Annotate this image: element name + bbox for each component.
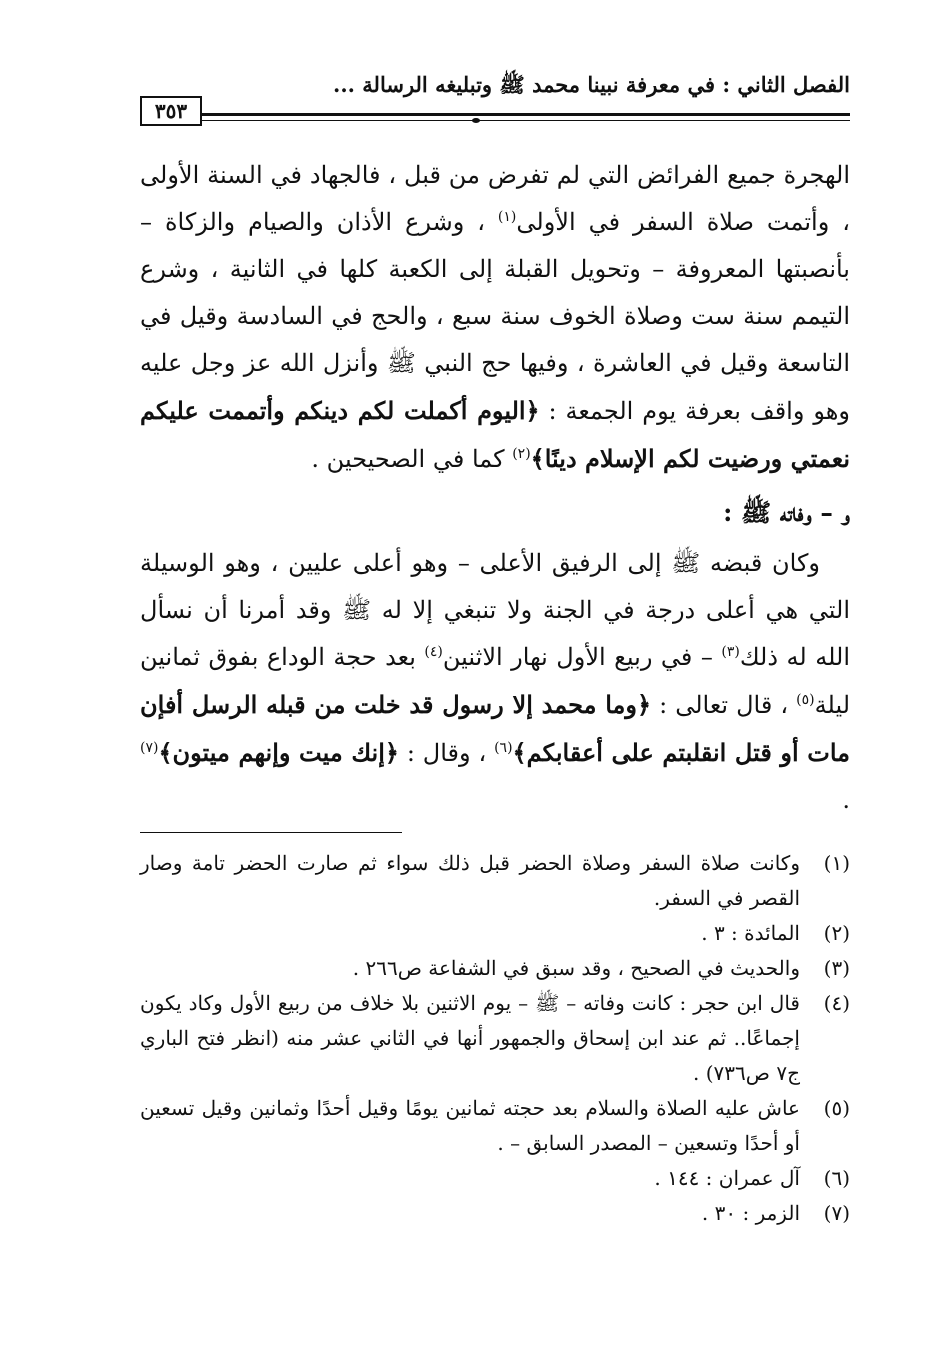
footnote-text: والحديث في الصحيح ، وقد سبق في الشفاعة ص٢٦٦ .: [352, 956, 800, 980]
footnote-text: آل عمران : ١٤٤ .: [654, 1166, 800, 1190]
footnote: [140, 951, 850, 986]
footnote: [140, 846, 850, 916]
footnote-text: عاش عليه الصلاة والسلام بعد حجته ثمانين يومًا وقيل أحدًا وثمانين وقيل تسعين أو أحدًا وتسعين – المصدر السابق – .: [140, 1096, 800, 1155]
text-run: – في ربيع الأول نهار الاثنين: [442, 643, 722, 671]
text-run: كما في الصحيحين .: [311, 445, 513, 473]
text-run: الهجرة جميع الفرائض التي لم تفرض من قبل ، فالجهاد في السنة الأولى ، وأتمت صلاة السفر في الأولى: [140, 161, 850, 236]
footnote-ref-7: (٧): [140, 740, 159, 756]
footnotes: [140, 846, 850, 1231]
footnote-number: (٧): [823, 1201, 850, 1225]
text-run: ، قال تعالى :: [651, 691, 797, 719]
footnote-text: قال ابن حجر : كانت وفاته – ﷺ – يوم الاثنين بلا خلاف من ربيع الأول وكاد يكون إجماعًا.. ثم عند ابن إسحاق والجمهور أنها في الثاني عشر منه (انظر فتح الباري ج٧ ص٧٣٦) .: [140, 991, 800, 1085]
section-heading: و – وفاته ﷺ :: [723, 498, 850, 527]
footnote-number: (١): [823, 851, 850, 875]
footnote-ref-6: (٦): [494, 740, 513, 756]
header-rule-ornament: [472, 118, 480, 123]
footnote: [140, 1091, 850, 1161]
footnote-number: (٣): [823, 956, 850, 980]
page-number: ٣٥٣: [140, 96, 202, 126]
running-header: الفصل الثاني : في معرفة نبينا محمد ﷺ وتبليغه الرسالة ...: [333, 72, 850, 97]
footnote-ref-4: (٤): [424, 644, 443, 660]
footnote-separator: [140, 832, 402, 833]
quran-verse: ﴿اليوم أكملت لكم دينكم وأتممت عليكم نعمتي ورضيت لكم الإسلام دينًا﴾: [140, 396, 850, 473]
footnote-number: (٦): [823, 1166, 850, 1190]
footnote-ref-1: (١): [497, 209, 517, 225]
quran-verse: ﴿وما محمد إلا رسول قد خلت من قبله الرسل أفإن مات أو قتل انقلبتم على أعقابكم﴾: [140, 690, 850, 767]
footnote: [140, 916, 850, 951]
header-rule-thick: [202, 113, 850, 116]
footnote-number: (٢): [823, 921, 850, 945]
text-run: ، وقال :: [398, 739, 495, 767]
footnote-text: وكانت صلاة السفر وصلاة الحضر قبل ذلك سواء ثم صارت الحضر تامة وصار القصر في السفر.: [140, 851, 800, 910]
quran-verse: ﴿إنك ميت وإنهم ميتون﴾: [158, 738, 399, 767]
footnote: [140, 986, 850, 1091]
footnote-ref-3: (٣): [721, 644, 740, 660]
text-run: بعد حجة الوداع بفوق ثمانين ليلة: [140, 643, 851, 719]
footnote-number: (٥): [823, 1096, 850, 1120]
footnote-number: (٤): [823, 991, 850, 1015]
paragraph-hijra-obligations: [140, 152, 850, 483]
text-run: وكان قبضه ﷺ إلى الرفيق الأعلى – وهو أعلى عليين ، وهو الوسيلة التي هي أعلى درجة في الجنة ولا تنبغي إلا له ﷺ وقد أمرنا أن نسأل الله له ذلك: [140, 549, 850, 671]
paragraph-death: [140, 540, 850, 824]
footnote: [140, 1196, 850, 1231]
footnote: [140, 1161, 850, 1196]
main-text: [140, 152, 850, 824]
footnote-text: الزمر : ٣٠ .: [701, 1201, 800, 1225]
text-run: .: [842, 786, 850, 814]
footnote-text: المائدة : ٣ .: [701, 921, 800, 945]
text-run: ، وشرع الأذان والصيام والزكاة – بأنصبتها المعروفة – وتحويل القبلة إلى الكعبة كلها في الثانية ، وشرع التيمم سنة ست وصلاة الخوف سنة سبع ، والحج في السادسة وقيل في التاسعة وقيل في العاشرة ، وفيها حج النبي ﷺ وأنزل الله عز وجل عليه وهو واقف بعرفة يوم الجمعة :: [140, 208, 850, 425]
footnote-ref-5: (٥): [796, 692, 815, 708]
header-rule-thin: [202, 120, 850, 121]
footnote-ref-2: (٢): [512, 446, 531, 462]
